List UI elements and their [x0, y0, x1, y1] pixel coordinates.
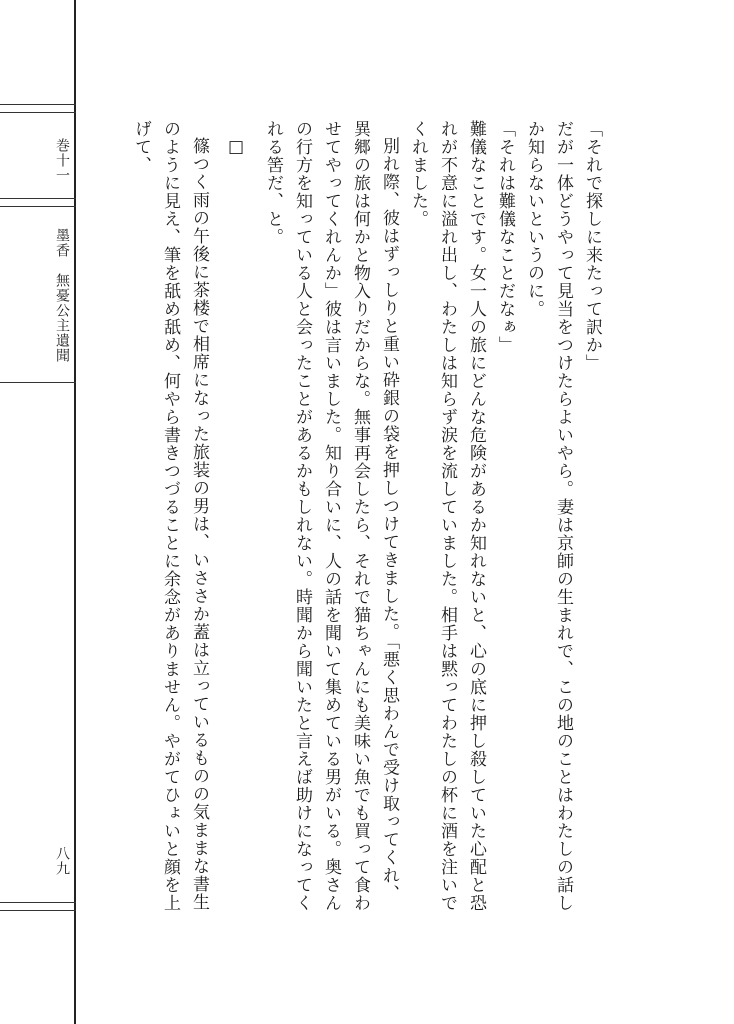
paragraph: だが一体どうやって見当をつけたらよいやら。妻は京師の生まれで、この地のことはわたしの話しか知らないというのに。 [524, 120, 573, 912]
volume-label: 巻十一 [54, 138, 70, 183]
section-separator: □ [226, 137, 246, 158]
margin-divider [0, 206, 76, 207]
paragraph: 「それで探しに来たって訳か」 [582, 120, 602, 372]
margin-divider [0, 902, 76, 903]
paragraph: 別れ際、彼はずっしりと重い砕銀の袋を押しつけてきました。「悪く思わんで受け取ってくれ、異郷の旅は何かと物入りだからな。無事再会したら、それで猫ちゃんにも美味い魚でも買って食わせてやってくれんか」彼は言いました。知り合いに、人の話を聞いて集めている男がいる。奥さんの行方を知っている人と会ったことがあるかもしれない。時聞から聞いたと言えば助けになってくれる筈だ、と。 [263, 120, 399, 912]
chapter-title: 墨香 無憂公主遺聞 [54, 228, 70, 363]
paragraph: 難儀なことです。女一人の旅にどんな危険があるか知れないと、心の底に押し殺していた心配と恐れが不意に溢れ出し、わたしは知らず涙を流していました。相手は黙ってわたしの杯に酒を注いでくれました。 [408, 120, 486, 912]
page-number: 八九 [54, 846, 70, 876]
margin-divider [0, 382, 76, 383]
margin-rule [74, 0, 76, 1024]
margin-divider [0, 198, 76, 199]
margin-divider [0, 910, 76, 911]
body-text [126, 120, 606, 920]
paragraph: 「それは難儀なことだなぁ」 [495, 120, 515, 354]
margin-divider [0, 112, 76, 113]
margin-divider [0, 104, 76, 105]
paragraph: 篠つく雨の午後に茶楼で相席になった旅装の男は、いささか蓋は立っているものの気ままな書生のように見え、筆を舐め舐め、何やら書きつづることに余念がありません。やがてひょいと顔を上げて、 [131, 120, 209, 912]
